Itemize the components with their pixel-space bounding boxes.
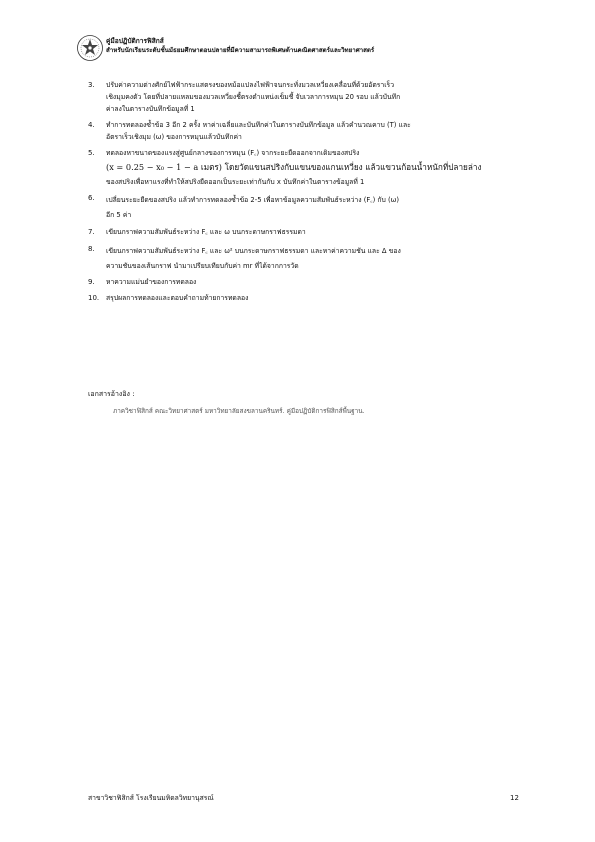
procedure-step (88, 243, 528, 272)
step-text (106, 276, 528, 288)
procedure-steps (88, 79, 528, 304)
step-text (106, 243, 528, 272)
step-number: 10. (88, 294, 100, 302)
procedure-step (88, 119, 528, 143)
step-number: 4. (88, 121, 95, 129)
step-line: เขียนกราฟความสัมพันธ์ระหว่าง F꜀ และ ω² บนกระดาษกราฟธรรมดา และหาค่าความชัน และ Δ ของ (106, 247, 401, 255)
step-text (106, 226, 528, 238)
procedure-step (88, 226, 528, 238)
step-line: อีก 5 ค่า (106, 211, 132, 219)
step-line: ความชันของเส้นกราฟ นำมาเปรียบเทียบกับค่า mr ที่ได้จากการวัด (106, 262, 299, 270)
footer-department: สาขาวิชาฟิสิกส์ โรงเรียนมหิดลวิทยานุสรณ์ (88, 794, 214, 802)
step-line: ทดลองหาขนาดของแรงสู่ศูนย์กลางของการหมุน (F꜀) จากระยะยืดออกจากเดิมของสปริง (106, 149, 360, 157)
references-heading: เอกสารอ้างอิง : (88, 390, 135, 398)
step-line: เชิงมุมคงตัว โดยที่ปลายแหลมของมวลเหวี่ยงชี้ตรงตำแหน่งเข็มชี้ จับเวลาการหมุน 20 รอบ แล้วบันทึก (106, 93, 401, 101)
step-line: อัตราเร็วเชิงมุม (ω) ของการหมุนแล้วบันทึกค่า (106, 133, 242, 141)
step-text (106, 192, 528, 221)
header-text (106, 37, 556, 55)
step-text (106, 119, 528, 143)
step-line: หาความแม่นยำของการทดลอง (106, 278, 197, 286)
page-number: 12 (510, 794, 519, 802)
spring-extension-formula: (x = 0.25 − x₀ − 1 − a เมตร) โดยวัดแขนสปริงกับแขนของแกนเหวี่ยง แล้วแขวนก้อนน้ำหนักที่ปลายล่าง (106, 162, 482, 172)
step-number: 9. (88, 278, 95, 286)
header-title: คู่มือปฏิบัติการฟิสิกส์ (106, 37, 164, 45)
step-line: สรุปผลการทดลองและตอบคำถามท้ายการทดลอง (106, 294, 249, 302)
procedure-step (88, 79, 528, 115)
step-line: ปรับค่าความต่างศักย์ไฟฟ้ากระแสตรงของหม้อแปลงไฟฟ้าจนกระทั่งมวลเหวี่ยงเคลื่อนที่ด้วยอัตราเร็ว (106, 81, 395, 89)
step-number: 7. (88, 228, 95, 236)
step-line: เขียนกราฟความสัมพันธ์ระหว่าง F꜀ และ ω บนกระดาษกราฟธรรมดา (106, 228, 306, 236)
step-line: เปลี่ยนระยะยืดของสปริง แล้วทำการทดลองซ้ำข้อ 2-5 เพื่อหาข้อมูลความสัมพันธ์ระหว่าง (F꜀) กับ (ω) (106, 196, 400, 204)
step-text (106, 292, 528, 304)
step-number: 6. (88, 194, 95, 202)
step-line: ทำการทดลองซ้ำข้อ 3 อีก 2 ครั้ง หาค่าเฉลี่ยและบันทึกค่าในตารางบันทึกข้อมูล แล้วคำนวณคาบ (T) และ (106, 121, 411, 129)
step-line: ของสปริงเพื่อหาแรงที่ทำให้สปริงยืดออกเป็นระยะเท่ากันกับ x บันทึกค่าในตารางข้อมูลที่ 1 (106, 178, 365, 186)
procedure-step (88, 147, 528, 188)
step-number: 3. (88, 81, 95, 89)
procedure-step (88, 276, 528, 288)
page-header (76, 34, 556, 66)
university-seal-icon (76, 34, 104, 62)
step-line: ค่าลงในตารางบันทึกข้อมูลที่ 1 (106, 105, 195, 113)
procedure-step (88, 192, 528, 221)
reference-entry: ภาควิชาฟิสิกส์ คณะวิทยาศาสตร์ มหาวิทยาลัยสงขลานครินทร์. คู่มือปฏิบัติการฟิสิกส์พื้นฐาน. (113, 407, 365, 415)
step-number: 5. (88, 149, 95, 157)
step-number: 8. (88, 245, 95, 253)
header-subtitle: สำหรับนักเรียนระดับชั้นมัธยมศึกษาตอนปลายที่มีความสามารถพิเศษด้านคณิตศาสตร์และวิทยาศาสตร์ (106, 47, 375, 54)
procedure-step (88, 292, 528, 304)
step-text (106, 147, 528, 188)
step-text (106, 79, 528, 115)
